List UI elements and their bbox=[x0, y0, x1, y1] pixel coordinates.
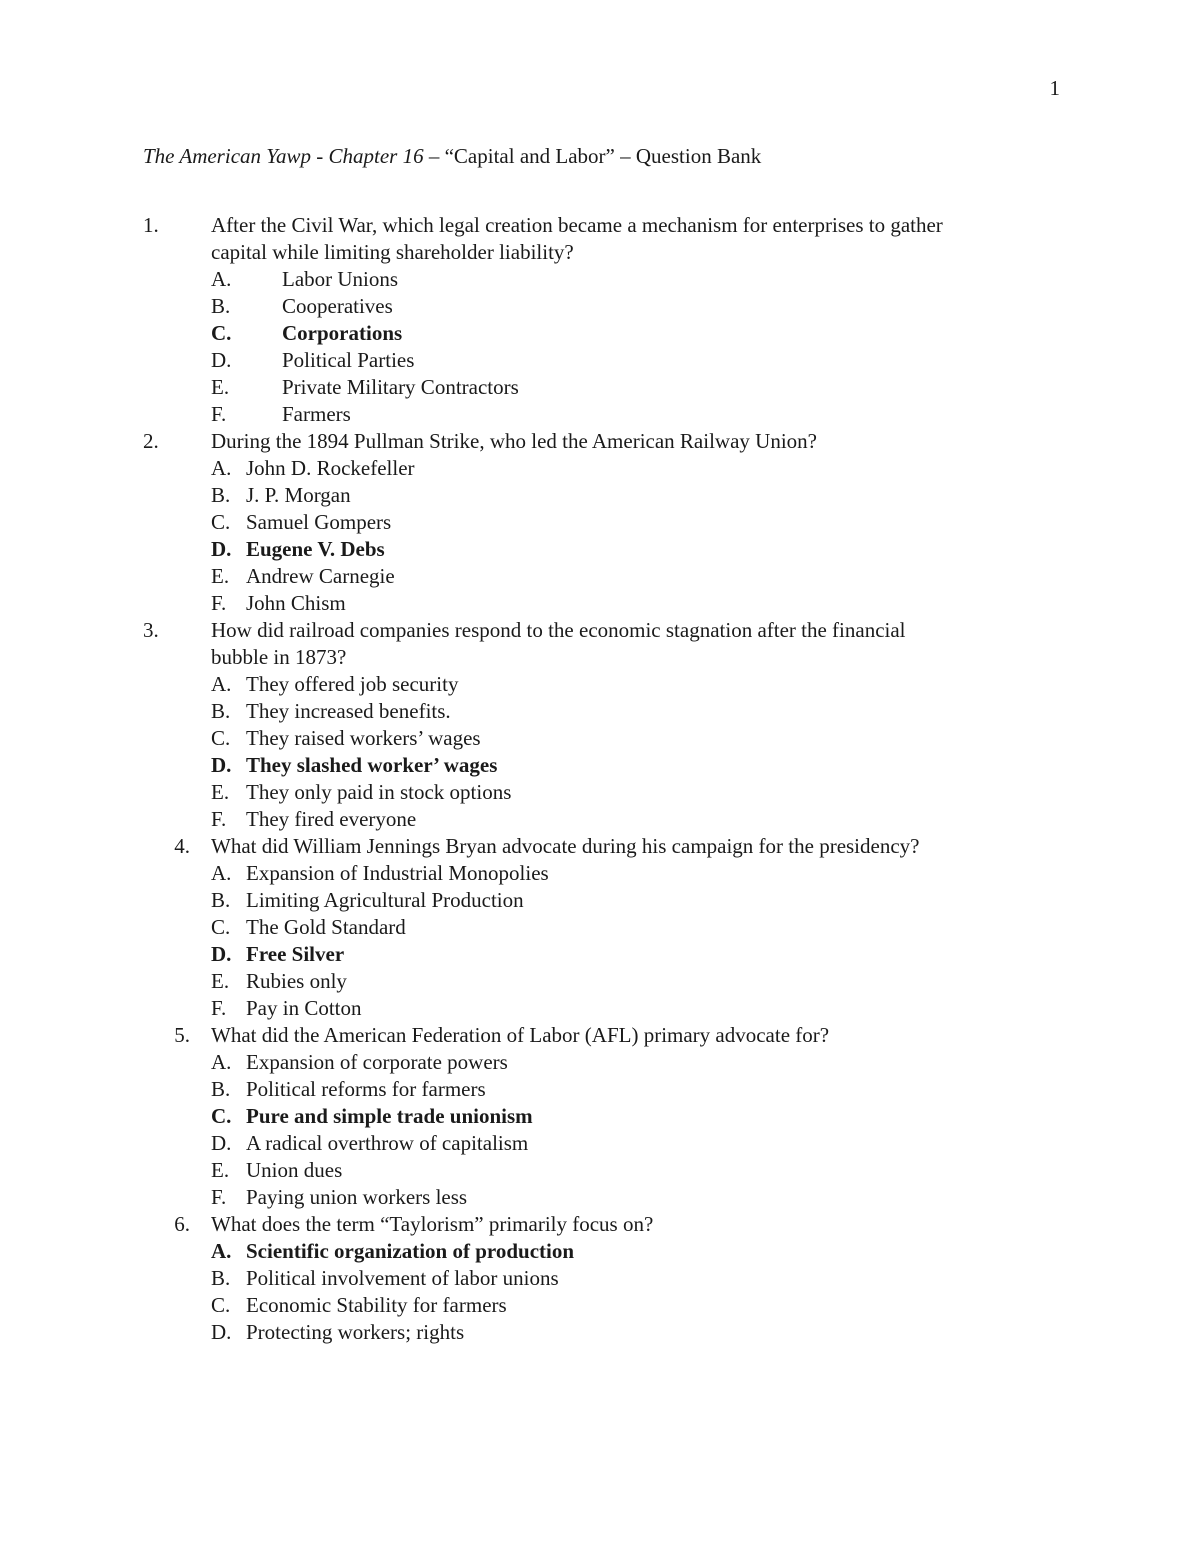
answer-option bbox=[0, 671, 1200, 698]
option-letter: D. bbox=[211, 942, 232, 966]
option-letter: C. bbox=[211, 915, 231, 939]
option-letter: F. bbox=[211, 1185, 227, 1209]
option-text: Expansion of Industrial Monopolies bbox=[246, 861, 549, 885]
answer-option bbox=[0, 1049, 1200, 1076]
option-letter: B. bbox=[211, 1266, 231, 1290]
answer-option bbox=[0, 509, 1200, 536]
answer-option-correct bbox=[0, 1238, 1200, 1265]
answer-option bbox=[0, 860, 1200, 887]
option-letter: D. bbox=[211, 348, 232, 372]
answer-option-correct bbox=[0, 536, 1200, 563]
question-number: 6. bbox=[174, 1212, 190, 1236]
option-text: They raised workers’ wages bbox=[246, 726, 481, 750]
option-letter: F. bbox=[211, 996, 227, 1020]
option-text: They only paid in stock options bbox=[246, 780, 512, 804]
option-text: Economic Stability for farmers bbox=[246, 1293, 507, 1317]
answer-option bbox=[0, 374, 1200, 401]
option-letter: F. bbox=[211, 591, 227, 615]
option-text: Paying union workers less bbox=[246, 1185, 468, 1209]
option-text: J. P. Morgan bbox=[246, 483, 351, 507]
answer-option-correct bbox=[0, 1103, 1200, 1130]
option-text: Labor Unions bbox=[282, 267, 399, 291]
answer-option bbox=[0, 1130, 1200, 1157]
option-text: Political Parties bbox=[282, 348, 415, 372]
option-text: John D. Rockefeller bbox=[246, 456, 415, 480]
option-text: Samuel Gompers bbox=[246, 510, 392, 534]
answer-option bbox=[0, 1184, 1200, 1211]
option-letter: B. bbox=[211, 294, 231, 318]
option-text: Corporations bbox=[282, 321, 403, 345]
question-text-line bbox=[0, 428, 1200, 455]
option-letter: C. bbox=[211, 1104, 232, 1128]
answer-option bbox=[0, 806, 1200, 833]
answer-option-correct bbox=[0, 320, 1200, 347]
question-text: What does the term “Taylorism” primarily focus on? bbox=[211, 1212, 654, 1236]
option-text: They increased benefits. bbox=[246, 699, 451, 723]
option-text: Rubies only bbox=[246, 969, 347, 993]
option-letter: D. bbox=[211, 753, 232, 777]
answer-option bbox=[0, 293, 1200, 320]
option-letter: A. bbox=[211, 1239, 232, 1263]
option-letter: E. bbox=[211, 375, 230, 399]
question-text: How did railroad companies respond to the economic stagnation after the financial bbox=[211, 618, 906, 642]
option-letter: D. bbox=[211, 1131, 232, 1155]
document-title bbox=[143, 143, 761, 170]
answer-option bbox=[0, 725, 1200, 752]
option-text: Eugene V. Debs bbox=[246, 537, 385, 561]
option-text: They fired everyone bbox=[246, 807, 417, 831]
option-letter: C. bbox=[211, 1293, 231, 1317]
option-text: Cooperatives bbox=[282, 294, 393, 318]
option-text: Limiting Agricultural Production bbox=[246, 888, 524, 912]
answer-option bbox=[0, 1292, 1200, 1319]
answer-option bbox=[0, 779, 1200, 806]
option-letter: B. bbox=[211, 888, 231, 912]
answer-option bbox=[0, 482, 1200, 509]
answer-option bbox=[0, 914, 1200, 941]
document-title-regular: – “Capital and Labor” – Question Bank bbox=[423, 144, 762, 168]
answer-option bbox=[0, 698, 1200, 725]
option-letter: A. bbox=[211, 1050, 232, 1074]
option-letter: B. bbox=[211, 699, 231, 723]
option-letter: F. bbox=[211, 402, 227, 426]
question-number: 1. bbox=[143, 213, 159, 237]
option-letter: C. bbox=[211, 321, 232, 345]
answer-option bbox=[0, 1076, 1200, 1103]
option-letter: F. bbox=[211, 807, 227, 831]
option-text: Farmers bbox=[282, 402, 351, 426]
option-text: Political involvement of labor unions bbox=[246, 1266, 559, 1290]
option-letter: D. bbox=[211, 537, 232, 561]
option-letter: B. bbox=[211, 1077, 231, 1101]
question-text: bubble in 1873? bbox=[211, 645, 347, 669]
answer-option bbox=[0, 1157, 1200, 1184]
question-text-line bbox=[0, 239, 1200, 266]
answer-option bbox=[0, 401, 1200, 428]
answer-option bbox=[0, 1265, 1200, 1292]
option-text: The Gold Standard bbox=[246, 915, 406, 939]
question-text: capital while limiting shareholder liability? bbox=[211, 240, 574, 264]
option-text: Pure and simple trade unionism bbox=[246, 1104, 533, 1128]
question-text-line bbox=[0, 1211, 1200, 1238]
question-text: After the Civil War, which legal creation became a mechanism for enterprises to gather bbox=[211, 213, 943, 237]
question-number: 2. bbox=[143, 429, 159, 453]
answer-option bbox=[0, 563, 1200, 590]
option-text: They slashed worker’ wages bbox=[246, 753, 498, 777]
option-text: Political reforms for farmers bbox=[246, 1077, 486, 1101]
option-text: Expansion of corporate powers bbox=[246, 1050, 508, 1074]
option-letter: C. bbox=[211, 726, 231, 750]
question-list bbox=[0, 212, 1200, 1346]
option-letter: E. bbox=[211, 564, 230, 588]
option-letter: C. bbox=[211, 510, 231, 534]
option-letter: D. bbox=[211, 1320, 232, 1344]
option-letter: A. bbox=[211, 672, 232, 696]
answer-option bbox=[0, 590, 1200, 617]
question-number: 5. bbox=[174, 1023, 190, 1047]
question-text: During the 1894 Pullman Strike, who led the American Railway Union? bbox=[211, 429, 817, 453]
question-text: What did the American Federation of Labor (AFL) primary advocate for? bbox=[211, 1023, 830, 1047]
option-letter: E. bbox=[211, 969, 230, 993]
option-text: Protecting workers; rights bbox=[246, 1320, 465, 1344]
answer-option bbox=[0, 266, 1200, 293]
question-text-line bbox=[0, 833, 1200, 860]
answer-option bbox=[0, 995, 1200, 1022]
question-text-line bbox=[0, 1022, 1200, 1049]
option-letter: A. bbox=[211, 861, 232, 885]
option-text: Pay in Cotton bbox=[246, 996, 362, 1020]
answer-option bbox=[0, 1319, 1200, 1346]
answer-option bbox=[0, 347, 1200, 374]
option-letter: E. bbox=[211, 780, 230, 804]
option-letter: E. bbox=[211, 1158, 230, 1182]
option-text: They offered job security bbox=[246, 672, 459, 696]
answer-option-correct bbox=[0, 941, 1200, 968]
question-number: 4. bbox=[174, 834, 190, 858]
answer-option bbox=[0, 455, 1200, 482]
option-text: Andrew Carnegie bbox=[246, 564, 395, 588]
question-text-line bbox=[0, 644, 1200, 671]
question-text-line bbox=[0, 212, 1200, 239]
option-text: A radical overthrow of capitalism bbox=[246, 1131, 529, 1155]
option-letter: A. bbox=[211, 267, 232, 291]
question-text: What did William Jennings Bryan advocate during his campaign for the presidency? bbox=[211, 834, 920, 858]
option-text: John Chism bbox=[246, 591, 346, 615]
page-number: 1 bbox=[1049, 76, 1060, 100]
question-text-line bbox=[0, 617, 1200, 644]
option-letter: A. bbox=[211, 456, 232, 480]
option-text: Union dues bbox=[246, 1158, 343, 1182]
answer-option bbox=[0, 968, 1200, 995]
option-text: Free Silver bbox=[246, 942, 345, 966]
question-number: 3. bbox=[143, 618, 159, 642]
option-text: Private Military Contractors bbox=[282, 375, 519, 399]
answer-option-correct bbox=[0, 752, 1200, 779]
document-title-italic: The American Yawp - Chapter 16 bbox=[143, 144, 424, 168]
option-letter: B. bbox=[211, 483, 231, 507]
option-text: Scientific organization of production bbox=[246, 1239, 575, 1263]
answer-option bbox=[0, 887, 1200, 914]
